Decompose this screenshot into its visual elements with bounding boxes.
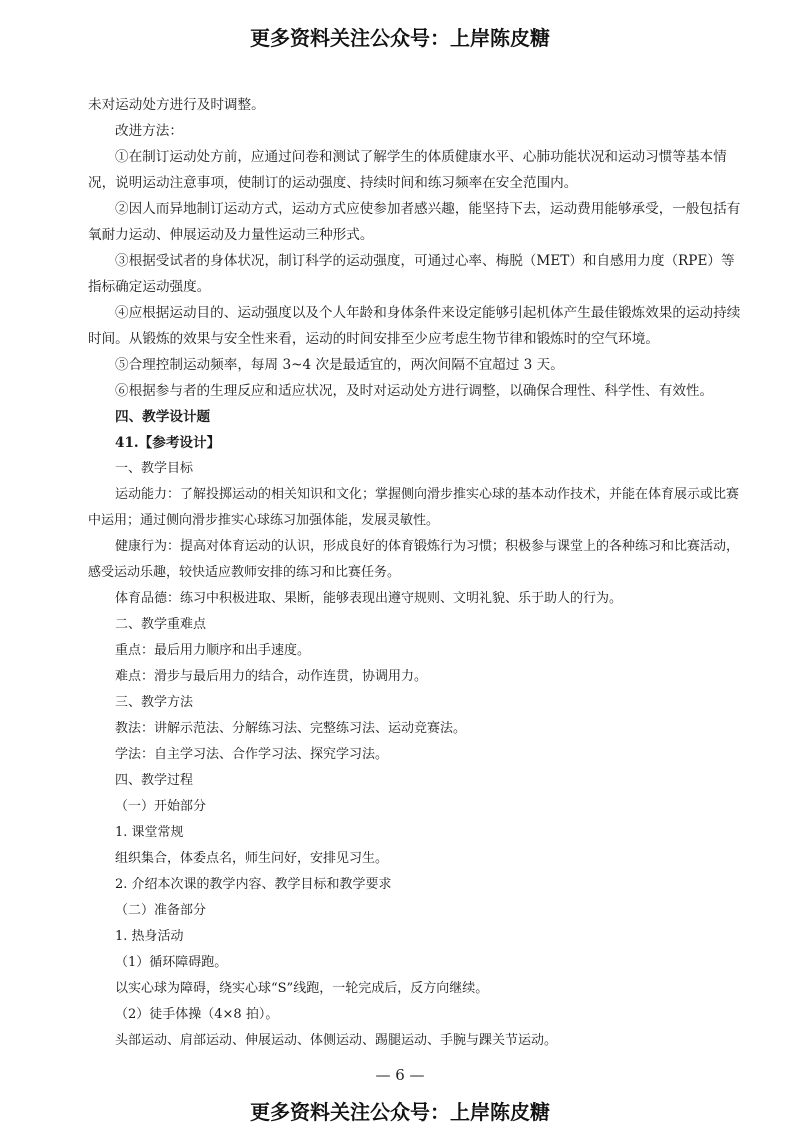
paragraph: 组织集合，体委点名，师生问好，安排见习生。 — [115, 851, 389, 866]
paragraph: 难点：滑步与最后用力的结合，动作连贯，协调用力。 — [115, 669, 428, 684]
subheading: 二、教学重难点 — [115, 617, 207, 632]
paragraph: 改进方法： — [115, 123, 183, 139]
subheading: 1. 课堂常规 — [115, 825, 184, 840]
header-banner: 更多资料关注公众号：上岸陈皮糖 — [250, 26, 550, 50]
paragraph: 以实心球为障碍，绕实心球“S”线跑，一轮完成后，反方向继续。 — [115, 981, 489, 996]
subheading: 2. 介绍本次课的教学内容、教学目标和教学要求 — [115, 877, 392, 892]
paragraph: 健康行为：提高对体育运动的认识，形成良好的体育锻炼行为习惯；积极参与课堂上的各种练习和比赛活动，感受运动乐趣，较快适应教师安排的练习和比赛任务。 — [88, 539, 740, 580]
paragraph: 头部运动、肩部运动、伸展运动、体侧运动、踢腿运动、手腕与踝关节运动。 — [115, 1033, 558, 1048]
paragraph: 学法：自主学习法、合作学习法、探究学习法。 — [115, 747, 389, 762]
paragraph: ②因人而异地制订运动方式，运动方式应使参加者感兴趣，能坚持下去，运动费用能够承受，一般包括有氧耐力运动、伸展运动及力量性运动三种形式。 — [88, 201, 741, 243]
subheading: （1）循环障碍跑。 — [115, 955, 228, 970]
paragraph: 教法：讲解示范法、分解练习法、完整练习法、运动竞赛法。 — [115, 721, 467, 736]
paragraph: ③根据受试者的身体状况，制订科学的运动强度，可通过心率、梅脱（MET）和自感用力度（RPE）等指标确定运动强度。 — [88, 253, 735, 295]
page-number: — 6 — — [375, 1066, 425, 1084]
paragraph: ④应根据运动目的、运动强度以及个人年龄和身体条件来设定能够引起机体产生最佳锻炼效果的运动持续时间。从锻炼的效果与安全性来看，运动的时间安排至少应考虑生物节律和锻炼时的空气环境。 — [88, 305, 741, 347]
subheading: 一、教学目标 — [115, 461, 194, 476]
paragraph: 运动能力：了解投掷运动的相关知识和文化；掌握侧向滑步推实心球的基本动作技术，并能在体育展示或比赛中运用；通过侧向滑步推实心球练习加强体能，发展灵敏性。 — [88, 487, 740, 528]
paragraph: ①在制订运动处方前，应通过问卷和测试了解学生的体质健康水平、心肺功能状况和运动习惯等基本情况，说明运动注意事项，使制订的运动强度、持续时间和练习频率在安全范围内。 — [88, 149, 727, 191]
paragraph: ⑥根据参与者的生理反应和适应状况，及时对运动处方进行调整，以确保合理性、科学性、有效性。 — [115, 383, 714, 399]
paragraph: 体育品德：练习中积极进取、果断，能够表现出遵守规则、文明礼貌、乐于助人的行为。 — [115, 591, 623, 606]
subheading: 三、教学方法 — [115, 695, 194, 710]
subheading: 四、教学过程 — [115, 773, 194, 788]
page-content — [88, 92, 748, 1054]
subheading: （一）开始部分 — [115, 799, 207, 814]
question-heading: 41.【参考设计】 — [115, 435, 221, 451]
footer-banner: 更多资料关注公众号：上岸陈皮糖 — [250, 1100, 550, 1124]
subheading: （2）徒手体操（4×8 拍）。 — [115, 1007, 279, 1022]
paragraph: ⑤合理控制运动频率，每周 3~4 次是最适宜的，两次间隔不宜超过 3 天。 — [115, 357, 564, 373]
subheading: （二）准备部分 — [115, 903, 207, 918]
section-heading: 四、教学设计题 — [115, 409, 211, 425]
paragraph: 重点：最后用力顺序和出手速度。 — [115, 643, 311, 658]
paragraph: 未对运动处方进行及时调整。 — [88, 97, 265, 113]
subheading: 1. 热身活动 — [115, 929, 184, 944]
